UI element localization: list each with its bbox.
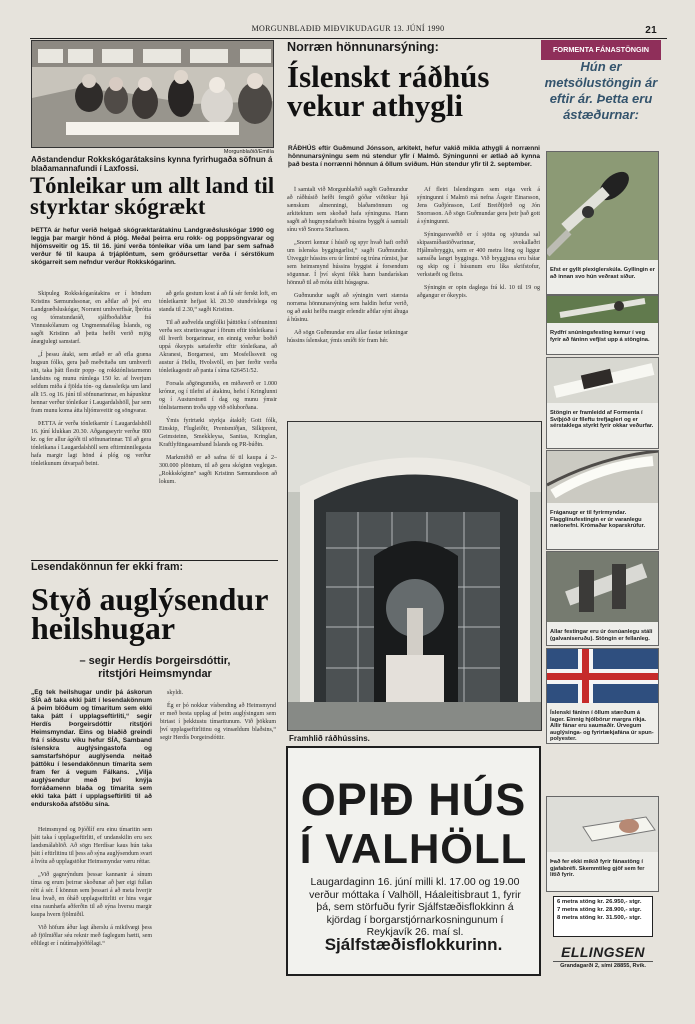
photo-credit-label: Morgunblaðið/Emilía [223, 149, 274, 155]
nordic-paragraph: Í samtali við Morgunblaðið sagði Guðmundur að ráðhúsið hefði fengið góðar viðtökur hjá sænskum almenningi, blaðamönnum og arkitektum sem skoðað hafa sýninguna. Hann sagði að hugmyndafræði hússins byggði á samtali sínu við Snorra Sturluson. [287, 187, 408, 233]
nordic-paragraph: Guðmundur sagði að sýningin væri stærsta norræna hönnunarsýning sem haldin hefur verið, og að auki hefðu margir erlendir aðilar sýnt áhuga á húsinu. [287, 293, 408, 323]
letter-lead: „Ég tek heilshugar undir þá áskorun SÍA að taka ekki þátt í lesendakönnum á þeim blöðum og tímaritum sem ekki taka þátt í upplagseftirliti,“ segir Herdís Þorgeirsdóttir ritstjóri Heimsmyndar. Eins og blaðið greindi frá í síðustu viku hefur SÍA, Samband íslenskra auglýsingastofa og samstarfshópur auglýsenda neitað þáttöku í lesendakönnun tímarita sem fram fer á vegum Fálkans. „Vilja auglýsendur með því knýja forráðamenn blaða og tímarita sem ekki taka þátt í upplagseftirliti til að endurskoða afstöðu sína. [31, 689, 152, 808]
formenta-section-finial [546, 151, 659, 295]
concert-press-photo [31, 40, 274, 148]
formenta-section-pole [546, 357, 659, 449]
formenta-section-flag [546, 648, 659, 744]
letter-kicker: Lesendakönnun fer ekki fram: [31, 561, 184, 573]
letter-paragraph: „Við gagnrýndum þessar kannanir á sínum tíma og erum þeirrar skoðunar að þær eigi fullan rétt á sér. Í könnun sem þessari á að meta hverjir lesa hvað, en óháð upplagseftirliti er hins vegar eina raunhæfa aðferðin til að sýna hversu margir kaupa hvern fjölmiðil. [31, 872, 152, 918]
price-value: kr. 26.950,- stgr. [597, 899, 642, 905]
city-hall-building-art [288, 422, 542, 731]
formenta-caption: Stöngin er framleidd af Formenta í Svíþjóð úr fíleftu trefjagleri og er sérstaklega styrkt fyrir okkar veðurfar. [550, 410, 654, 430]
price-row [557, 898, 649, 906]
open-house-advertisement [286, 746, 541, 976]
formenta-section-rope [546, 295, 659, 355]
nordic-paragraph: Af fleiri Íslendingum sem eiga verk á sýningunni í Malmö má nefna Ásgeir Einarsson, Jens Guðjónsson, Leif Breiðfjörð og Jón Snorrason. Að sögn Guðmundar gera þeir það gott á sýningunni. [417, 187, 540, 225]
rope-icon [547, 296, 659, 323]
price-value: kr. 31.500,- stgr. [597, 915, 642, 921]
formenta-section-cable [546, 450, 659, 550]
masthead-date: MORGUNBLAÐIÐ MIÐVIKUDAGUR 13. JÚNÍ 1990 [251, 24, 445, 33]
letter-byline [46, 655, 264, 681]
cable-icon [547, 451, 659, 503]
ellingsen-logo: ELLINGSEN [553, 944, 653, 962]
formenta-section-gift [546, 796, 659, 892]
base-bracket-icon [547, 552, 659, 622]
formenta-caption: Rydfrí snúningsfesting kemur í veg fyrir að fáninn vefjist upp á stöngina. [550, 330, 650, 343]
nordic-column-two [417, 186, 540, 416]
concert-paragraph: Markmiðið er að safna fé til kaupa á 2–300.000 plöntum, til að gera skóginn veglegan. „Rokkskóginn“ sagði Kristinn Sæmundsson að lokum. [159, 455, 277, 485]
flag-icon [547, 649, 659, 703]
open-house-title: OPIÐ HÚS [300, 774, 527, 825]
price-table [553, 896, 653, 937]
press-conference-photo-art [32, 41, 274, 148]
concert-paragraph: að gefa gestum kost á að fá sér ferskt loft, en tónleikarnir hefjast kl. 20.30 stundvíslega og standa til 2.30,“ sagði Kristinn. [159, 291, 277, 313]
nordic-paragraph: Sýningin er opin daglega frá kl. 10 til 19 og aðgangur er ókeypis. [417, 285, 540, 299]
formenta-caption: Allar festingar eru úr ósnúanlegu stáli (galvaniseruðu). Stöngin er fellanleg. [550, 629, 653, 642]
concert-paragraph: „Í þessu átaki, sem ætlað er að efla græna hugsun fólks, gera það meðvitaða um umhverfi sitt, taka þátt flestir popp- og rokktónlistarmenn landsins og munu rúmlega 150 kr. af hverjum seldum miða á fjölda tón- og danssleikja um land allt 15. og 16. júní til söfnunarinnar, en hápunktur hennar verður tónleikar í Laugardalshöll, þar sem fram munu koma átta hljómsveitir og söngvarar. [31, 352, 151, 414]
nordic-kicker: Norræn hönnunarsýning: [287, 40, 439, 54]
pole-icon [547, 358, 659, 403]
concert-lead: ÞETTA ár hefur verið helgað skógræktarátakinu Landgræðsluskógar 1990 og leggja þar margir hönd á plóg. Meðal þeirra eru rokk- og poppsöngvarar og hljómsveitir og 15. til 16. júní verða tónleikar víða um land þar sem safnað verður fé til kaupa á trjáplöntum, sem gróðursettar verða í sérstökum skógarreit sem nefndur verður Rokkskógarinn. [31, 227, 274, 266]
letter-byline-title: ritstjóri Heimsmyndar [98, 668, 212, 680]
nordic-paragraph: „Snorri kemur í húsið og spyr hvað hafi orðið um íslenska byggingarlist,“ sagði Guðmundur. Útveggir hússins eru úr límtré og trúna rúmist, þar sem heimsmynd hússins byggist á forsendum sögunnar. Í því skyni fékk hann bandarískan hönnuð til að móta útlit húsgagna. [287, 240, 408, 286]
running-head [30, 24, 666, 36]
valholl-title: Í VALHÖLL [299, 825, 528, 872]
letter-paragraph: Við höfum áður lagt áherslu á mikilvægi þess að fjölmiðlar séu reknir með faglegum hætti, sem eðlilegt er í nútímaþjóðfélagi.“ [31, 925, 152, 947]
letter-byline-author: – segir Herdís Þorgeirsdóttir, [79, 655, 231, 667]
city-hall-photo [287, 421, 542, 731]
formenta-section-base [546, 551, 659, 646]
hand-icon [547, 797, 659, 852]
concert-paragraph: Til að auðvelda ungfólki þátttöku í söfnuninni verða sex strætisvagnar í förum eftir tónleikana í öll hverfi borgarinnar, en einnig verður boðið uppá ókeypis sætaferðir eftir tónleikana, að Akranesi, Borgarnesi, um Mosfellssveit og austur á Hellu, Hvolsvöll, en þær ferðir verða tónleikagestir að panta í síma 626451/52. [159, 320, 277, 374]
nordic-column-one [287, 186, 408, 416]
letter-left-column [31, 826, 152, 1016]
price-size: 8 metra stöng [557, 915, 596, 921]
finial-icon [547, 152, 659, 260]
concert-photo-caption: Aðstandendur Rokkskógarátaksins kynna fyrirhugaða söfnun á blaðamannafundi í Laxfossi. [31, 155, 273, 173]
page-number: 21 [645, 25, 657, 36]
formenta-headline: Hún er metsölustöngin ár eftir ár. Þetta eru ástæðurnar: [544, 59, 658, 122]
ellingsen-address: Grandagarði 2, sími 28855, Rvík. [560, 963, 646, 969]
nordic-paragraph: Að sögn Guðmundar eru allar fastar teikningar hússins íslenskar, ýmis smíði fór fram hér. [287, 330, 408, 344]
concert-headline: Tónleikar um allt land til styrktar skógrækt [30, 173, 275, 219]
concert-right-column [159, 290, 277, 552]
price-size: 7 metra stöng [557, 907, 596, 913]
formenta-caption: Efst er gyllt plexiglerskúla. Gyllingin er að innan svo hún veðrast síður. [550, 267, 655, 280]
open-house-body: Laugardaginn 16. júní milli kl. 17.00 og 19.00 verður móttaka í Valhöll, Háaleitisbraut 1, fyrir þá, sem störfuðu fyrir Sjálfstæðisflokkinn á kjördag í borgarstjórnarkosningunum í Reykjavík 26. maí sl. [309, 876, 521, 938]
party-sponsor: Sjálfstæðisflokkurinn. [324, 935, 503, 954]
letter-paragraph: skyldi. [167, 690, 184, 696]
formenta-caption: Það fer ekki mikið fyrir fánastöng í gjafabréfi. Skemmtileg gjöf sem fer lítið fyrir. [550, 859, 645, 879]
price-value: kr. 28.900,- stgr. [597, 907, 642, 913]
nordic-lead: RÁÐHÚS eftir Guðmund Jónsson, arkitekt, hefur vakið mikla athygli á norrænni hönnunarsýningu sem nú stendur yfir í Malmö. Sýningunni er ætlað að kynna það besta í norrænni hönnun á öllum sviðum. Hún stendur yfir til 2. september. [288, 145, 540, 168]
letter-paragraph: Ég er þó nokkur vísbending að Heimsmynd er með besta upplag af þeim auglýsingum sem birtast í þekktustu tímaritunum. Við þökkum því upplagseftirlitinu og vinsældum blaðsins,“ segir Herdís Þorgeirsdóttir. [160, 703, 276, 741]
concert-left-column [31, 290, 151, 552]
price-size: 6 metra stöng [557, 899, 596, 905]
formenta-caption: Íslenski fáninn í öllum stærðum á lager. Einnig hjólbörur margra ríkja. Allir fánar eru saumaðir. Úrvegum auglýsinga- og fyrirtækjafána úr spun-polyester. [550, 710, 654, 743]
price-row [557, 906, 649, 914]
letter-headline: Styð auglýsendur heilshugar [31, 581, 268, 647]
top-rule [30, 38, 667, 39]
city-hall-caption: Framhlið ráðhússins. [289, 734, 370, 743]
concert-paragraph: Forsala aðgöngumiða, en miðaverð er 1.000 krónur, og í tilefni af átakinu, hefst í Kringlunni og í Austurstræti í dag og munu ýmsir tónlistarmenn troða upp við söluborðana. [159, 381, 277, 411]
formenta-caption: Fráganugr er til fyrirmyndar. Flagglínufestingin er úr varanlegu nælonefni. Krómaðar koparskrúfur. [550, 510, 646, 530]
nordic-headline: Íslenskt ráðhús vekur athygli [287, 59, 490, 123]
concert-paragraph: ÞETTA ár verða tónleikarnir í Laugardalshöll 16. júní klukkan 20.30. Aðgangseyrir verður 800 kr. og fer allur ágóði til söfnunarinnar. Til að gera tónleikana í Laugardalshöll sem eftirminnilegasta hafa margir lagt hönd á plóg og verður tónleikunum útvarpað beint. [31, 421, 151, 467]
concert-paragraph: Skipuleg Rokkskógarátakins er í höndum Kristins Sæmundssonar, en aðilar að því eru Landgræðsluskógar, Norrænt umhverfisár, Íþrótta og tómstundaráð, sjálfboðaliðar frá Vinnuskólanum og Ungmennafélag Íslands, og sagði Kristinn að þetta hefði verið mjög ánægjulegt samstarf. [31, 291, 151, 345]
formenta-banner: FORMENTA FÁNASTÖNGIN [541, 40, 661, 60]
nordic-paragraph: Sýningarsvæðið er í sjötta og sjöunda sal skipasmíðastöðvarinnar, svokallaðri Hjálmsbryggju, sem er 400 metra löng og liggur samsíða langri byggingu. Við bryggjuna eru bátar og skip og í húsunum eru líka skrifstofur, verkstæði og fleira. [417, 232, 540, 278]
concert-paragraph: Ýmis fyrirtæki styrkja átakið; Gott fólk, Einskip, Flugleiðir, Prentsmiðjan, Silkiprent, Geimsteinn, Smekkleysa, Sanitas, Kringlan, Kraftlyftingasamband Íslands og PR-búðin. [159, 418, 277, 448]
price-row [557, 914, 649, 922]
letter-paragraph: Heimsmynd og Þjóðlíf eru einu tímaritin sem þátt taka í upplagseftirliti, ef undanskilin eru sex landsmálablöð. Að sögn Herdísar kaus hún taka þátt í eftirlitinu til þess að sýna auglýsendum svart á hvítu að upplagstölur Heimsmyndar væru réttar. [31, 827, 152, 865]
letter-right-column [160, 689, 276, 787]
